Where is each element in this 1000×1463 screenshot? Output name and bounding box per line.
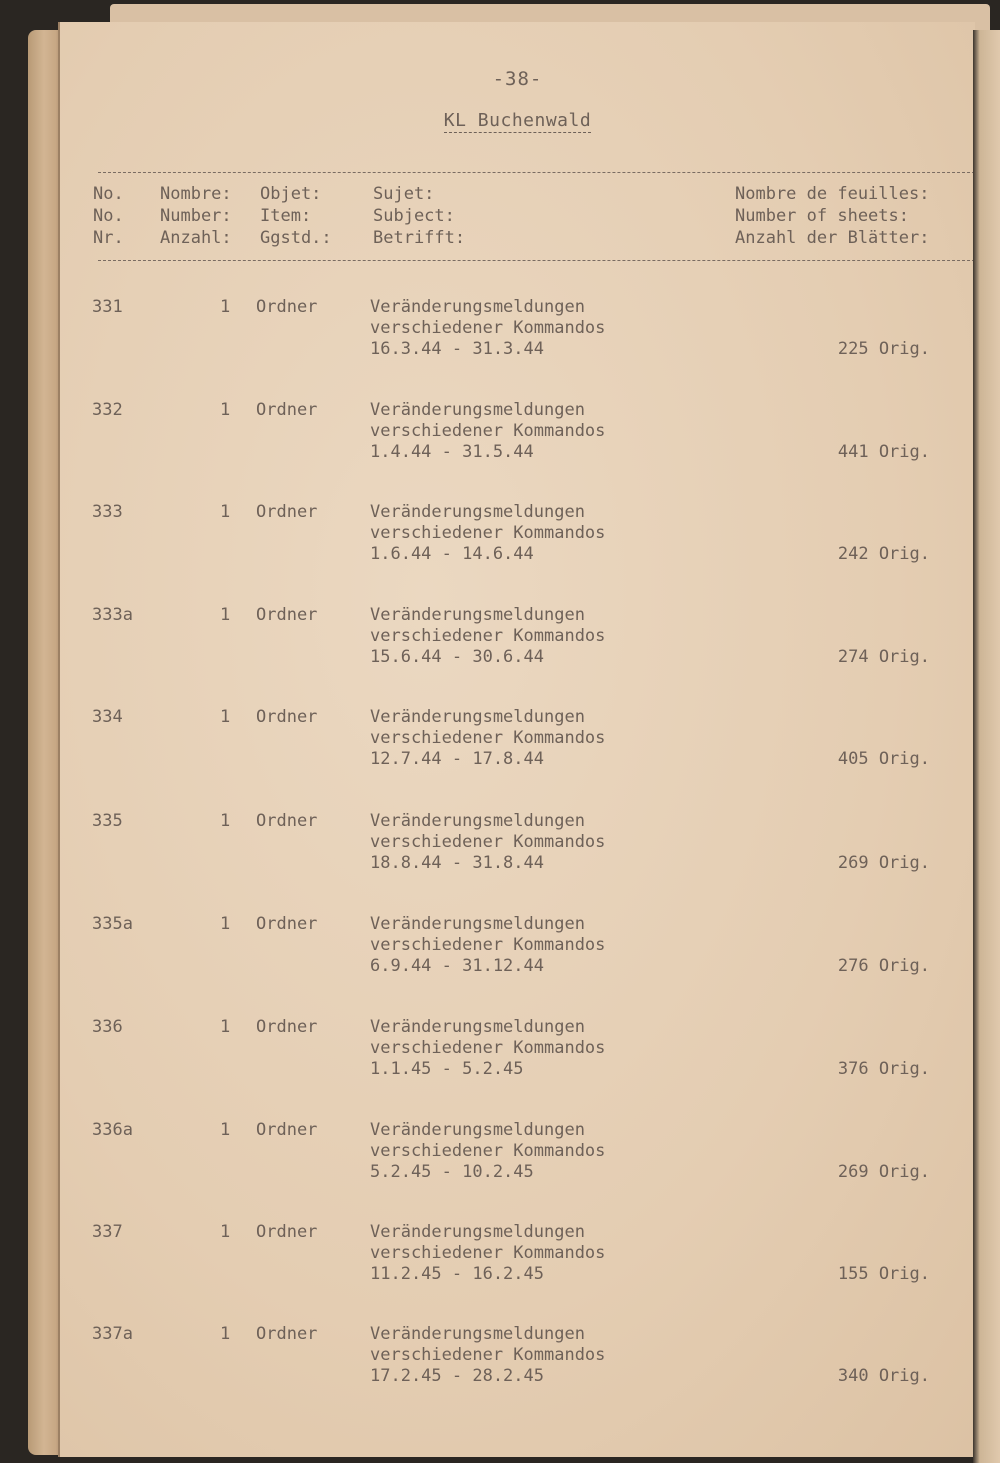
entry-sheets: 269 Orig. bbox=[837, 1162, 930, 1182]
entry-number: 335 bbox=[92, 811, 123, 831]
entry-number: 334 bbox=[92, 707, 123, 727]
entry-quantity: 1 bbox=[220, 811, 231, 831]
entry-sheets: 242 Orig. bbox=[837, 544, 930, 564]
entry-quantity: 1 bbox=[220, 1017, 231, 1037]
entry-item: Ordner bbox=[256, 914, 318, 934]
entry-number: 331 bbox=[92, 297, 123, 317]
title-text: KL Buchenwald bbox=[443, 110, 592, 131]
entry-sheets: 340 Orig. bbox=[837, 1366, 930, 1386]
entry-number: 336 bbox=[92, 1017, 123, 1037]
entry-quantity: 1 bbox=[220, 707, 231, 727]
entry-sheets: 276 Orig. bbox=[837, 956, 930, 976]
list-item bbox=[60, 914, 975, 1014]
entry-quantity: 1 bbox=[220, 1222, 231, 1242]
entry-number: 333 bbox=[92, 502, 123, 522]
entry-sheets: 155 Orig. bbox=[837, 1264, 930, 1284]
entry-item: Ordner bbox=[256, 605, 318, 625]
entry-item: Ordner bbox=[256, 297, 318, 317]
entry-sheets: 376 Orig. bbox=[837, 1059, 930, 1079]
header-col-sheets: Nombre de feuilles: Number of sheets: Anzahl der Blätter: bbox=[735, 184, 930, 248]
entry-number: 336a bbox=[92, 1120, 133, 1140]
entry-quantity: 1 bbox=[220, 1324, 231, 1344]
entry-number: 332 bbox=[92, 400, 123, 420]
document-page bbox=[58, 22, 975, 1457]
entry-quantity: 1 bbox=[220, 502, 231, 522]
entry-number: 337 bbox=[92, 1222, 123, 1242]
entry-quantity: 1 bbox=[220, 914, 231, 934]
list-item bbox=[60, 400, 975, 500]
entry-subject: Veränderungsmeldungen verschiedener Kommandos 11.2.45 - 16.2.45 bbox=[370, 1222, 606, 1284]
entry-sheets: 269 Orig. bbox=[837, 853, 930, 873]
entry-item: Ordner bbox=[256, 811, 318, 831]
entry-sheets: 441 Orig. bbox=[837, 442, 930, 462]
entry-quantity: 1 bbox=[220, 297, 231, 317]
list-item bbox=[60, 502, 975, 602]
entry-quantity: 1 bbox=[220, 1120, 231, 1140]
entry-quantity: 1 bbox=[220, 400, 231, 420]
entry-subject: Veränderungsmeldungen verschiedener Kommandos 17.2.45 - 28.2.45 bbox=[370, 1324, 606, 1386]
entry-quantity: 1 bbox=[220, 605, 231, 625]
list-item bbox=[60, 297, 975, 397]
entry-subject: Veränderungsmeldungen verschiedener Kommandos 1.6.44 - 14.6.44 bbox=[370, 502, 606, 564]
entry-item: Ordner bbox=[256, 1120, 318, 1140]
header-col-item: Objet: Item: Ggstd.: bbox=[260, 184, 332, 248]
entry-sheets: 225 Orig. bbox=[837, 339, 930, 359]
entry-item: Ordner bbox=[256, 400, 318, 420]
entry-sheets: 274 Orig. bbox=[837, 647, 930, 667]
header-bottom-rule bbox=[98, 260, 975, 261]
list-item bbox=[60, 1222, 975, 1322]
entry-sheets: 405 Orig. bbox=[837, 749, 930, 769]
entry-number: 335a bbox=[92, 914, 133, 934]
list-item bbox=[60, 605, 975, 705]
next-page-edge bbox=[973, 30, 1000, 1463]
header-top-rule bbox=[98, 172, 975, 173]
entry-item: Ordner bbox=[256, 502, 318, 522]
entry-item: Ordner bbox=[256, 1324, 318, 1344]
page-number: -38- bbox=[492, 68, 543, 90]
entry-subject: Veränderungsmeldungen verschiedener Kommandos 15.6.44 - 30.6.44 bbox=[370, 605, 606, 667]
entry-subject: Veränderungsmeldungen verschiedener Kommandos 5.2.45 - 10.2.45 bbox=[370, 1120, 606, 1182]
entry-item: Ordner bbox=[256, 707, 318, 727]
header-col-subject: Sujet: Subject: Betrifft: bbox=[373, 184, 466, 248]
header-col-no: No. No. Nr. bbox=[93, 184, 124, 248]
header-col-qty: Nombre: Number: Anzahl: bbox=[160, 184, 232, 248]
entry-subject: Veränderungsmeldungen verschiedener Kommandos 18.8.44 - 31.8.44 bbox=[370, 811, 606, 873]
document-title bbox=[60, 110, 975, 131]
list-item bbox=[60, 811, 975, 911]
entry-item: Ordner bbox=[256, 1017, 318, 1037]
entry-number: 333a bbox=[92, 605, 133, 625]
list-item bbox=[60, 1017, 975, 1117]
entry-subject: Veränderungsmeldungen verschiedener Kommandos 12.7.44 - 17.8.44 bbox=[370, 707, 606, 769]
list-item bbox=[60, 707, 975, 807]
entry-subject: Veränderungsmeldungen verschiedener Kommandos 1.1.45 - 5.2.45 bbox=[370, 1017, 606, 1079]
entry-subject: Veränderungsmeldungen verschiedener Kommandos 6.9.44 - 31.12.44 bbox=[370, 914, 606, 976]
entry-subject: Veränderungsmeldungen verschiedener Kommandos 1.4.44 - 31.5.44 bbox=[370, 400, 606, 462]
entry-number: 337a bbox=[92, 1324, 133, 1344]
entry-item: Ordner bbox=[256, 1222, 318, 1242]
list-item bbox=[60, 1120, 975, 1220]
list-item bbox=[60, 1324, 975, 1424]
entry-subject: Veränderungsmeldungen verschiedener Kommandos 16.3.44 - 31.3.44 bbox=[370, 297, 606, 359]
